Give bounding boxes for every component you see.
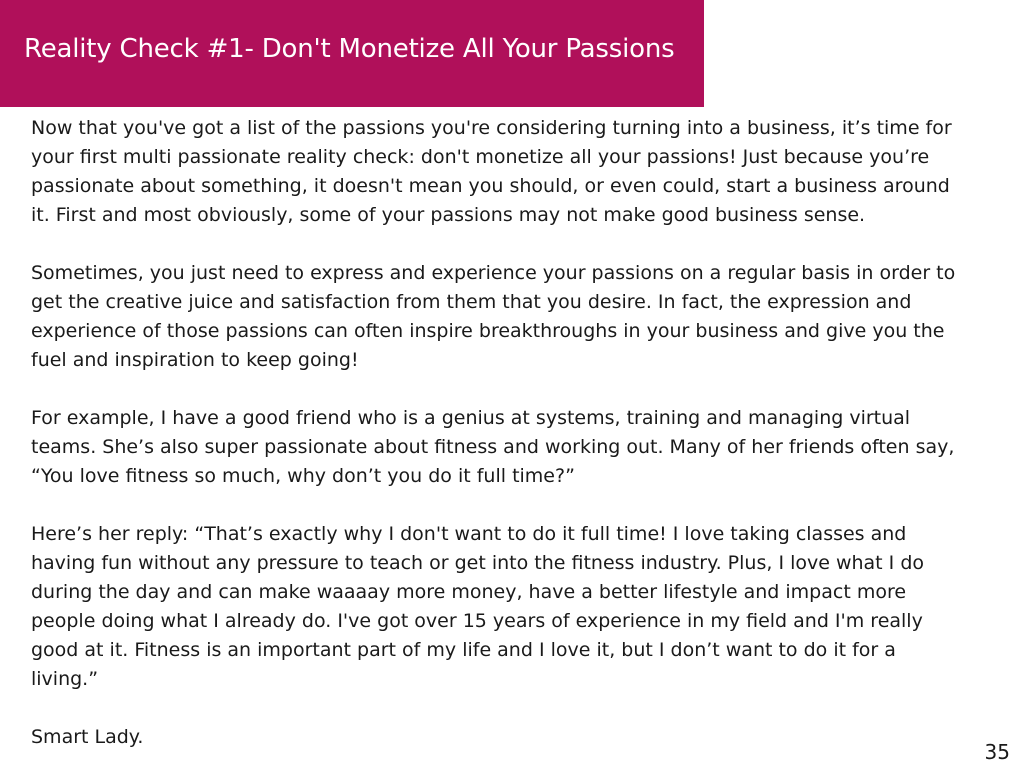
- text-line: during the day and can make waaaay more money, have a better lifestyle and impact more: [31, 581, 907, 603]
- paragraph-4: [31, 520, 991, 694]
- text-line: experience of those passions can often inspire breakthroughs in your business and give you the: [31, 320, 945, 342]
- text-line: people doing what I already do. I've got over 15 years of experience in my field and I'm really: [31, 610, 923, 632]
- text-line: having fun without any pressure to teach or get into the fitness industry. Plus, I love what I do: [31, 552, 924, 574]
- paragraph-3: [31, 404, 991, 491]
- text-line: Sometimes, you just need to express and experience your passions on a regular basis in order to: [31, 262, 956, 284]
- paragraph-2: [31, 259, 991, 375]
- paragraph-1: [31, 114, 991, 230]
- text-line: fuel and inspiration to keep going!: [31, 349, 359, 371]
- text-line: living.”: [31, 668, 99, 690]
- text-line: good at it. Fitness is an important part of my life and I love it, but I don’t want to do it for a: [31, 639, 896, 661]
- text-line: Now that you've got a list of the passions you're considering turning into a business, it’s time for: [31, 117, 952, 139]
- text-line: passionate about something, it doesn't mean you should, or even could, start a business around: [31, 175, 950, 197]
- text-line: get the creative juice and satisfaction from them that you desire. In fact, the expression and: [31, 291, 912, 313]
- text-line: Here’s her reply: “That’s exactly why I don't want to do it full time! I love taking classes and: [31, 523, 907, 545]
- slide-title: Reality Check #1- Don't Monetize All Your Passions: [24, 34, 675, 64]
- text-line: “You love fitness so much, why don’t you do it full time?”: [31, 465, 575, 487]
- title-banner: [0, 0, 704, 107]
- page-number: 35: [984, 740, 1010, 764]
- paragraph-5: [31, 723, 991, 752]
- slide-body: [31, 114, 991, 752]
- text-line: Smart Lady.: [31, 726, 144, 748]
- text-line: your first multi passionate reality check: don't monetize all your passions! Just because you’re: [31, 146, 930, 168]
- text-line: For example, I have a good friend who is a genius at systems, training and managing virtual: [31, 407, 911, 429]
- text-line: it. First and most obviously, some of your passions may not make good business sense.: [31, 204, 866, 226]
- text-line: teams. She’s also super passionate about fitness and working out. Many of her friends often say,: [31, 436, 955, 458]
